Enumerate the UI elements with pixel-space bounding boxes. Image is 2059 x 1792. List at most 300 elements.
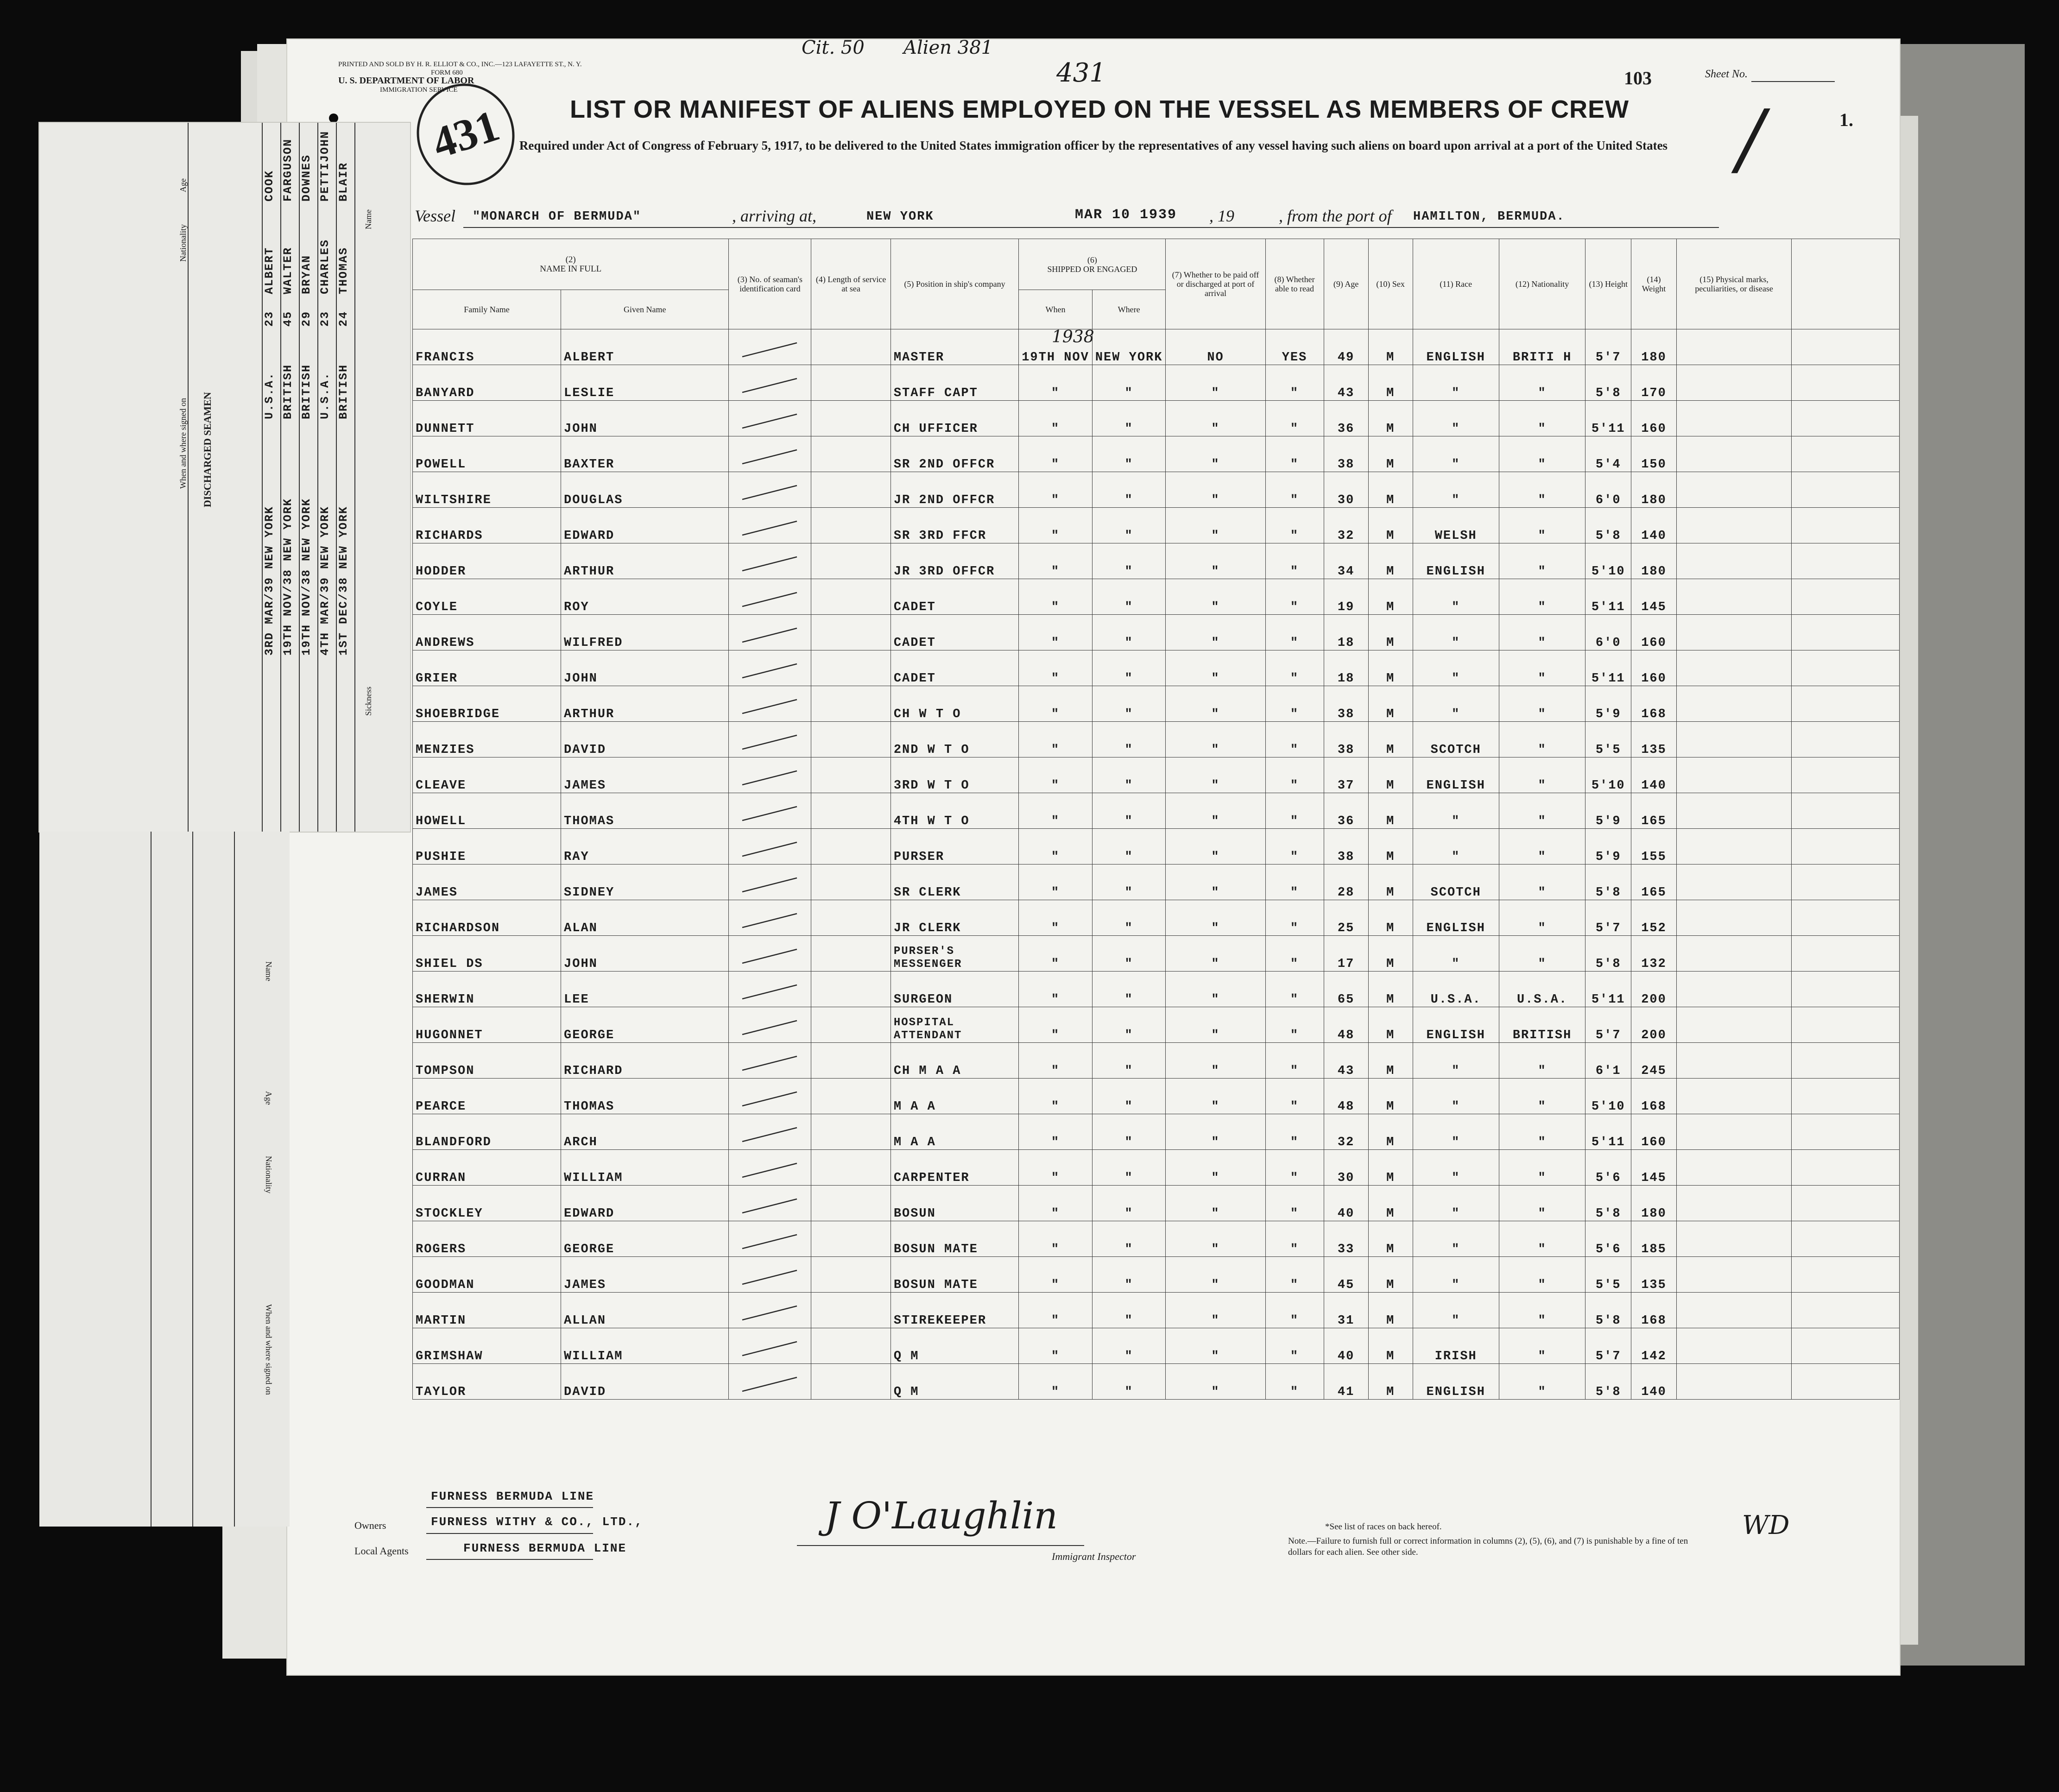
discharged-rule <box>354 123 355 832</box>
crew-sex: M <box>1368 1257 1413 1293</box>
discharged-nationality: BRITISH <box>337 364 350 419</box>
crew-sex: M <box>1368 615 1413 650</box>
crew-physical-marks <box>1676 615 1792 650</box>
crew-service-length <box>811 472 891 508</box>
vessel-underline <box>463 227 1719 228</box>
tick-mark-icon <box>738 658 802 681</box>
crew-age: 18 <box>1324 650 1368 686</box>
crew-id-card <box>729 401 811 436</box>
crew-able-to-read: " <box>1265 650 1324 686</box>
crew-sex: M <box>1368 508 1413 543</box>
crew-family-name: MENZIES <box>413 722 561 757</box>
crew-physical-marks <box>1676 1043 1792 1079</box>
crew-sex: M <box>1368 365 1413 401</box>
crew-service-length <box>811 1079 891 1114</box>
crew-sex: M <box>1368 1293 1413 1328</box>
crew-paid-off: " <box>1166 615 1265 650</box>
discharged-signed-on: 19TH NOV/38 NEW YORK <box>300 498 313 656</box>
signature-underline <box>797 1545 1084 1546</box>
crew-position: CADET <box>891 650 1018 686</box>
table-row <box>413 936 1900 972</box>
crew-shipped-when: " <box>1019 1007 1093 1043</box>
column-header-where: Where <box>1092 290 1166 329</box>
crew-nationality: " <box>1499 1150 1585 1186</box>
table-row <box>413 757 1900 793</box>
crew-able-to-read: " <box>1265 900 1324 936</box>
tick-mark-icon <box>738 730 802 753</box>
discharged-family-name: BLAIR <box>337 162 350 202</box>
column-header-service: (4) Length of service at sea <box>811 239 891 329</box>
crew-blank <box>1792 1293 1900 1328</box>
crew-physical-marks <box>1676 900 1792 936</box>
table-row <box>413 1221 1900 1257</box>
crew-physical-marks <box>1676 543 1792 579</box>
crew-service-length <box>811 1328 891 1364</box>
crew-sex: M <box>1368 1043 1413 1079</box>
crew-paid-off: " <box>1166 793 1265 829</box>
crew-id-card <box>729 436 811 472</box>
crew-sex: M <box>1368 1186 1413 1221</box>
crew-service-length <box>811 508 891 543</box>
crew-blank <box>1792 1007 1900 1043</box>
crew-service-length <box>811 686 891 722</box>
sheet-underline <box>1751 81 1835 82</box>
crew-weight: 200 <box>1631 972 1677 1007</box>
crew-able-to-read: " <box>1265 722 1324 757</box>
crew-position: Q M <box>891 1364 1018 1400</box>
crew-blank <box>1792 1257 1900 1293</box>
crew-physical-marks <box>1676 1007 1792 1043</box>
crew-position: SR CLERK <box>891 864 1018 900</box>
crew-family-name: DUNNETT <box>413 401 561 436</box>
crew-age: 18 <box>1324 615 1368 650</box>
tick-mark-icon <box>738 908 802 931</box>
crew-id-card <box>729 757 811 793</box>
crew-paid-off: " <box>1166 864 1265 900</box>
crew-shipped-when: " <box>1019 1079 1093 1114</box>
tick-mark-icon <box>738 480 802 503</box>
crew-given-name: RAY <box>561 829 729 864</box>
crew-race: " <box>1413 686 1499 722</box>
crew-family-name: POWELL <box>413 436 561 472</box>
crew-shipped-when: " <box>1019 1114 1093 1150</box>
crew-paid-off: " <box>1166 1364 1265 1400</box>
crew-id-card <box>729 1114 811 1150</box>
table-row <box>413 1186 1900 1221</box>
crew-weight: 145 <box>1631 1150 1677 1186</box>
crew-id-card <box>729 1257 811 1293</box>
crew-given-name: ARTHUR <box>561 686 729 722</box>
crew-height: 5'6 <box>1585 1150 1631 1186</box>
crew-blank <box>1792 579 1900 615</box>
crew-age: 36 <box>1324 793 1368 829</box>
crew-blank <box>1792 972 1900 1007</box>
crew-given-name: WILLIAM <box>561 1328 729 1364</box>
tick-mark-icon <box>738 587 802 610</box>
crew-id-card <box>729 472 811 508</box>
crew-height: 5'11 <box>1585 579 1631 615</box>
crew-able-to-read: " <box>1265 972 1324 1007</box>
crew-weight: 180 <box>1631 329 1677 365</box>
tick-mark-icon <box>738 1193 802 1217</box>
crew-nationality: " <box>1499 401 1585 436</box>
crew-blank <box>1792 936 1900 972</box>
tick-mark-icon <box>738 623 802 646</box>
crew-weight: 160 <box>1631 401 1677 436</box>
crew-shipped-where: " <box>1092 722 1166 757</box>
crew-shipped-where: " <box>1092 757 1166 793</box>
crew-age: 36 <box>1324 401 1368 436</box>
crew-blank <box>1792 1364 1900 1400</box>
crew-position: M A A <box>891 1079 1018 1114</box>
tick-mark-icon <box>738 444 802 467</box>
tick-mark-icon <box>738 1158 802 1181</box>
crew-race: SCOTCH <box>1413 722 1499 757</box>
crew-physical-marks <box>1676 972 1792 1007</box>
crew-paid-off: " <box>1166 757 1265 793</box>
crew-sex: M <box>1368 1221 1413 1257</box>
crew-weight: 168 <box>1631 686 1677 722</box>
crew-blank <box>1792 1150 1900 1186</box>
crew-weight: 170 <box>1631 365 1677 401</box>
crew-shipped-when: " <box>1019 472 1093 508</box>
tick-mark-icon <box>738 1372 802 1395</box>
crew-id-card <box>729 1043 811 1079</box>
column-header-blank <box>1792 239 1900 329</box>
crew-shipped-when: " <box>1019 757 1093 793</box>
table-row <box>413 722 1900 757</box>
discharged-col-sickness: Sickness <box>364 687 373 716</box>
crew-paid-off: " <box>1166 1257 1265 1293</box>
crew-blank <box>1792 793 1900 829</box>
column-header-shipped: (6) SHIPPED OR ENGAGED <box>1019 239 1166 290</box>
tick-mark-icon <box>738 1122 802 1145</box>
crew-age: 40 <box>1324 1328 1368 1364</box>
crew-race: " <box>1413 650 1499 686</box>
crew-height: 5'5 <box>1585 1257 1631 1293</box>
tick-mark-icon <box>738 1015 802 1038</box>
crew-age: 40 <box>1324 1186 1368 1221</box>
crew-physical-marks <box>1676 650 1792 686</box>
crew-nationality: " <box>1499 722 1585 757</box>
crew-race: " <box>1413 936 1499 972</box>
tick-mark-icon <box>738 551 802 574</box>
tick-mark-icon <box>738 801 802 824</box>
crew-family-name: BLANDFORD <box>413 1114 561 1150</box>
crew-weight: 140 <box>1631 757 1677 793</box>
crew-paid-off: " <box>1166 1043 1265 1079</box>
discharged-signed-on: 1ST DEC/38 NEW YORK <box>337 505 350 656</box>
crew-family-name: TAYLOR <box>413 1364 561 1400</box>
crew-given-name: WILLIAM <box>561 1150 729 1186</box>
discharged-age: 23 <box>318 310 332 327</box>
discharged-age: 24 <box>337 310 350 327</box>
lower-rule <box>151 832 152 1527</box>
crew-nationality: " <box>1499 829 1585 864</box>
tick-mark-icon <box>738 1051 802 1074</box>
crew-sex: M <box>1368 793 1413 829</box>
vessel-label: Vessel <box>415 207 455 225</box>
discharged-given-name: BRYAN <box>300 254 313 294</box>
crew-shipped-when: " <box>1019 936 1093 972</box>
crew-family-name: GRIMSHAW <box>413 1328 561 1364</box>
crew-nationality: " <box>1499 1079 1585 1114</box>
crew-height: 5'10 <box>1585 1079 1631 1114</box>
crew-weight: 180 <box>1631 1186 1677 1221</box>
crew-weight: 132 <box>1631 936 1677 972</box>
crew-paid-off: " <box>1166 436 1265 472</box>
crew-nationality: " <box>1499 1257 1585 1293</box>
hand-mark: / <box>1737 93 1764 185</box>
crew-family-name: FRANCIS <box>413 329 561 365</box>
crew-able-to-read: " <box>1265 1150 1324 1186</box>
crew-shipped-when: " <box>1019 1364 1093 1400</box>
discharged-nationality: BRITISH <box>300 364 313 419</box>
discharged-signed-on: 3RD MAR/39 NEW YORK <box>263 505 276 656</box>
tick-mark-icon <box>738 1229 802 1252</box>
arriving-label: , arriving at, <box>732 207 817 225</box>
crew-service-length <box>811 829 891 864</box>
crew-id-card <box>729 579 811 615</box>
crew-service-length <box>811 401 891 436</box>
crew-nationality: " <box>1499 650 1585 686</box>
table-row <box>413 972 1900 1007</box>
crew-physical-marks <box>1676 1221 1792 1257</box>
crew-height: 5'11 <box>1585 650 1631 686</box>
table-row <box>413 793 1900 829</box>
crew-blank <box>1792 543 1900 579</box>
crew-nationality: " <box>1499 1364 1585 1400</box>
crew-physical-marks <box>1676 1328 1792 1364</box>
crew-nationality: " <box>1499 757 1585 793</box>
crew-position: MASTER <box>891 329 1018 365</box>
agents-underline <box>426 1559 593 1560</box>
crew-height: 6'0 <box>1585 615 1631 650</box>
crew-shipped-when: " <box>1019 722 1093 757</box>
crew-position: CH UFFICER <box>891 401 1018 436</box>
owners-underline <box>426 1507 593 1508</box>
crew-sex: M <box>1368 543 1413 579</box>
stamp-number: 431 <box>404 71 528 198</box>
crew-shipped-where: " <box>1092 472 1166 508</box>
crew-nationality: " <box>1499 686 1585 722</box>
crew-sex: M <box>1368 1007 1413 1043</box>
crew-family-name: PEARCE <box>413 1079 561 1114</box>
discharged-family-name: COOK <box>263 170 276 202</box>
crew-id-card <box>729 508 811 543</box>
crew-able-to-read: " <box>1265 936 1324 972</box>
crew-height: 5'7 <box>1585 1007 1631 1043</box>
crew-given-name: ALBERT <box>561 329 729 365</box>
crew-weight: 140 <box>1631 508 1677 543</box>
crew-shipped-when: " <box>1019 864 1093 900</box>
crew-height: 5'4 <box>1585 436 1631 472</box>
crew-race: " <box>1413 1150 1499 1186</box>
crew-blank <box>1792 508 1900 543</box>
crew-position: SR 2ND OFFCR <box>891 436 1018 472</box>
discharged-nationality: U.S.A. <box>263 372 276 419</box>
crew-age: 30 <box>1324 472 1368 508</box>
crew-shipped-when: " <box>1019 1221 1093 1257</box>
column-header-id-card: (3) No. of seaman's identification card <box>729 239 811 329</box>
crew-service-length <box>811 757 891 793</box>
arriving-port: NEW YORK <box>866 210 934 224</box>
crew-weight: 185 <box>1631 1221 1677 1257</box>
crew-blank <box>1792 1221 1900 1257</box>
crew-age: 17 <box>1324 936 1368 972</box>
crew-paid-off: " <box>1166 900 1265 936</box>
crew-id-card <box>729 829 811 864</box>
crew-service-length <box>811 650 891 686</box>
crew-blank <box>1792 829 1900 864</box>
crew-shipped-where: " <box>1092 1079 1166 1114</box>
crew-able-to-read: " <box>1265 472 1324 508</box>
lower-col-name: Name <box>264 961 273 981</box>
crew-position: JR 2ND OFFCR <box>891 472 1018 508</box>
column-header-name: (2) NAME IN FULL <box>413 239 729 290</box>
crew-shipped-where: " <box>1092 686 1166 722</box>
crew-service-length <box>811 579 891 615</box>
crew-family-name: GRIER <box>413 650 561 686</box>
crew-given-name: EDWARD <box>561 508 729 543</box>
service-name: IMMIGRATION SERVICE <box>380 86 458 94</box>
crew-given-name: ARTHUR <box>561 543 729 579</box>
crew-age: 37 <box>1324 757 1368 793</box>
crew-age: 49 <box>1324 329 1368 365</box>
discharged-given-name: ALBERT <box>263 246 276 294</box>
table-row <box>413 508 1900 543</box>
crew-shipped-when: " <box>1019 972 1093 1007</box>
crew-age: 41 <box>1324 1364 1368 1400</box>
crew-race: " <box>1413 472 1499 508</box>
crew-able-to-read: " <box>1265 1221 1324 1257</box>
crew-service-length <box>811 543 891 579</box>
crew-id-card <box>729 1364 811 1400</box>
crew-family-name: RICHARDSON <box>413 900 561 936</box>
tick-mark-icon <box>738 837 802 860</box>
crew-able-to-read: " <box>1265 1328 1324 1364</box>
crew-paid-off: " <box>1166 936 1265 972</box>
tick-mark-icon <box>738 765 802 789</box>
crew-id-card <box>729 1221 811 1257</box>
crew-position: Q M <box>891 1328 1018 1364</box>
crew-family-name: HODDER <box>413 543 561 579</box>
crew-able-to-read: " <box>1265 1114 1324 1150</box>
crew-height: 5'8 <box>1585 1186 1631 1221</box>
crew-age: 19 <box>1324 579 1368 615</box>
crew-height: 5'8 <box>1585 936 1631 972</box>
crew-table <box>412 239 1900 1400</box>
crew-age: 32 <box>1324 1114 1368 1150</box>
inspector-label: Immigrant Inspector <box>1052 1551 1136 1562</box>
crew-race: ENGLISH <box>1413 543 1499 579</box>
crew-physical-marks <box>1676 829 1792 864</box>
crew-given-name: LESLIE <box>561 365 729 401</box>
crew-weight: 135 <box>1631 722 1677 757</box>
crew-family-name: RICHARDS <box>413 508 561 543</box>
crew-weight: 145 <box>1631 579 1677 615</box>
crew-physical-marks <box>1676 508 1792 543</box>
discharged-nationality: U.S.A. <box>318 372 332 419</box>
inspector-initials: WD <box>1742 1510 1790 1540</box>
discharged-rule <box>336 123 337 832</box>
discharged-given-name: WALTER <box>281 246 295 294</box>
table-row <box>413 900 1900 936</box>
arrival-date-stamp: MAR 10 1939 <box>1075 207 1177 223</box>
crew-id-card <box>729 1186 811 1221</box>
crew-able-to-read: " <box>1265 829 1324 864</box>
crew-shipped-where: " <box>1092 1043 1166 1079</box>
crew-nationality: " <box>1499 1293 1585 1328</box>
crew-id-card <box>729 543 811 579</box>
crew-shipped-when: " <box>1019 1328 1093 1364</box>
crew-shipped-where: " <box>1092 508 1166 543</box>
crew-age: 45 <box>1324 1257 1368 1293</box>
crew-nationality: " <box>1499 864 1585 900</box>
crew-position: PURSER'S MESSENGER <box>891 936 1018 972</box>
crew-sex: M <box>1368 829 1413 864</box>
crew-shipped-where: " <box>1092 365 1166 401</box>
crew-blank <box>1792 686 1900 722</box>
crew-family-name: JAMES <box>413 864 561 900</box>
crew-paid-off: " <box>1166 1007 1265 1043</box>
line-name: FURNESS BERMUDA LINE <box>431 1489 594 1503</box>
crew-sex: M <box>1368 900 1413 936</box>
crew-family-name: STOCKLEY <box>413 1186 561 1221</box>
crew-shipped-where: " <box>1092 829 1166 864</box>
crew-shipped-where: " <box>1092 1186 1166 1221</box>
crew-able-to-read: " <box>1265 615 1324 650</box>
crew-blank <box>1792 329 1900 365</box>
crew-paid-off: " <box>1166 472 1265 508</box>
discharged-rule <box>280 123 281 832</box>
table-row <box>413 436 1900 472</box>
crew-shipped-when: " <box>1019 1150 1093 1186</box>
crew-height: 6'1 <box>1585 1043 1631 1079</box>
crew-race: " <box>1413 1079 1499 1114</box>
crew-position: CADET <box>891 615 1018 650</box>
crew-given-name: JOHN <box>561 401 729 436</box>
column-header-paid-off: (7) Whether to be paid off or discharged at port of arrival <box>1166 239 1265 329</box>
crew-race: U.S.A. <box>1413 972 1499 1007</box>
column-header-age: (9) Age <box>1324 239 1368 329</box>
discharged-rule <box>188 123 189 832</box>
crew-race: ENGLISH <box>1413 757 1499 793</box>
table-row <box>413 650 1900 686</box>
crew-race: " <box>1413 1221 1499 1257</box>
crew-sex: M <box>1368 472 1413 508</box>
crew-shipped-where: " <box>1092 1364 1166 1400</box>
crew-age: 48 <box>1324 1007 1368 1043</box>
crew-able-to-read: YES <box>1265 329 1324 365</box>
from-port: HAMILTON, BERMUDA. <box>1413 210 1565 224</box>
crew-service-length <box>811 1043 891 1079</box>
local-agents-label: Local Agents <box>354 1545 409 1557</box>
crew-height: 5'7 <box>1585 1328 1631 1364</box>
crew-race: " <box>1413 615 1499 650</box>
tick-mark-icon <box>738 373 802 396</box>
crew-height: 5'5 <box>1585 722 1631 757</box>
crew-service-length <box>811 722 891 757</box>
crew-paid-off: " <box>1166 1293 1265 1328</box>
crew-able-to-read: " <box>1265 1364 1324 1400</box>
crew-blank <box>1792 472 1900 508</box>
binding-hole <box>329 114 338 123</box>
crew-given-name: SIDNEY <box>561 864 729 900</box>
crew-height: 5'8 <box>1585 365 1631 401</box>
crew-position: SR 3RD FFCR <box>891 508 1018 543</box>
tick-mark-icon <box>738 872 802 896</box>
